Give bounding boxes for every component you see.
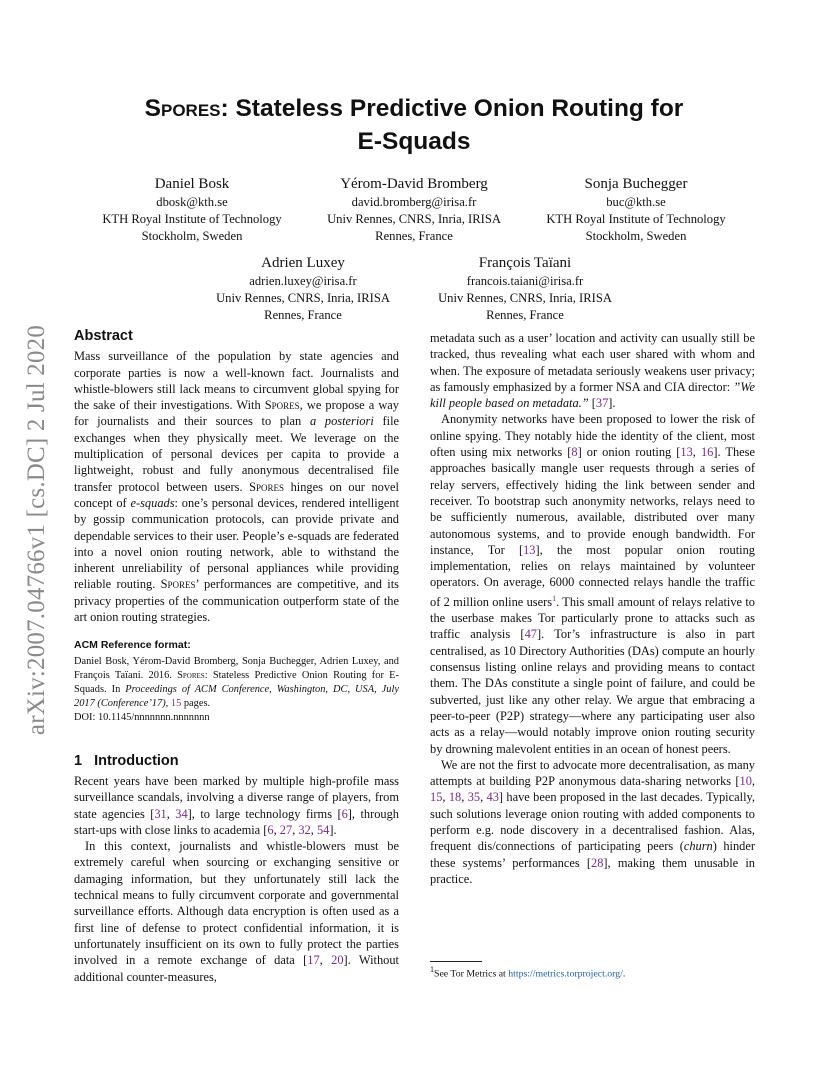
right-column — [430, 330, 755, 887]
author-affiliation: KTH Royal Institute of Technology — [546, 212, 726, 226]
intro-paragraph: In this context, journalists and whistle-blowers must be extremely careful when sourcing or exchanging sensitive or damaging information, but they unfortunately still lack the technical means to fully circumvent corporate and governmental surveillance efforts. Although data encryption is often used as a first line of defense to protect confidential information, it is unfortunately insufficient on its own to fully protect the parties involved in a remote exchange of data [17, 20]. Without additional counter-measures, — [74, 839, 400, 984]
body-paragraph: metadata such as a user’ location and activity can usually still be tracked, thus revealing what each user shared with whom and when. The exposure of metadata seriously weakens user privacy; as famously emphasized by a former NSA and CIA director: ”We kill people based on metadata.” [37]. — [430, 331, 755, 411]
author-affiliation: Univ Rennes, CNRS, Inria, IRISA — [327, 212, 501, 226]
body-paragraph: We are not the first to advocate more decentralisation, as many attempts at building P2P anonymous data-sharing networks [10, 15, 18, 35, 43] have been proposed in the last decades. Typically, such solutions leverage onion routing with added components to perform e.g. node discovery in a decentralised fashion. Alas, frequent dis/connections of participating peers (churn) hinder these systems’ performances [28], making them unusable in practice. — [430, 757, 755, 886]
author-email: david.bromberg@irisa.fr — [351, 195, 477, 209]
footnote-divider — [430, 961, 482, 962]
body-paragraph: Anonymity networks have been proposed to lower the risk of online spying. They notably hide the identity of the client, most often using mix networks [8] or onion routing [13, 16]. These approaches basically mangle user requests through a series of relay servers, effectively hiding the link between sender and receiver. To bootstrap such anonymity networks, relays need to be sufficiently numerous, available, distributed over many autonomous systems, and to provide enough bandwidth. For instance, Tor [13], the most popular onion routing implementation, relies on relays maintained by volunteer operators. On average, 6000 connected relays handle the traffic of 2 million online users$^1$. This small amount of relays relative to the userbase makes Tor particularly prone to attacks such as traffic analysis [47]. Tor’s infrastructure is also in part centralised, as 10 Directory Authorities (DAs) compute an hourly consensus listing online relays and providing means to contact them. The DAs constitute a single point of failure, and could be subverted, just like any other relay. We argue that embracing a peer-to-peer (P2P) strategy—where any participating user also acts as a relay—would notably improve onion routing security by drowning malevolent entities in an ocean of honest peers. — [430, 412, 755, 756]
author-email: francois.taiani@irisa.fr — [466, 274, 584, 288]
footnote-mark[interactable]: 1 — [552, 593, 557, 603]
abstract-heading: Abstract — [74, 328, 133, 344]
footnote: $^1$See Tor Metrics at https://metrics.torproject.org/. — [430, 965, 626, 980]
author-email: buc@kth.se — [606, 195, 666, 209]
author-location: Rennes, France — [486, 308, 564, 322]
author-location: Rennes, France — [375, 229, 453, 243]
author-affiliation: KTH Royal Institute of Technology — [102, 212, 282, 226]
intro-paragraph: Recent years have been marked by multiple high-profile mass surveillance scandals, involving a diverse range of players, from state agencies [31, 34], to large technology firms [6], through start-ups with close links to academia [6, 27, 32, 54]. — [74, 773, 399, 837]
author-block: Daniel Bosk dbosk@kth.se KTH Royal Institute of Technology Stockholm, Sweden — [72, 175, 312, 245]
author-location: Stockholm, Sweden — [585, 229, 687, 243]
author-location: Rennes, France — [264, 308, 342, 322]
author-block: François Taïani francois.taiani@irisa.fr Univ Rennes, CNRS, Inria, IRISA Rennes, France — [405, 254, 645, 324]
author-block: Adrien Luxey adrien.luxey@irisa.fr Univ Rennes, CNRS, Inria, IRISA Rennes, France — [183, 254, 423, 324]
page-count-link[interactable]: 15 — [170, 697, 182, 709]
author-location: Stockholm, Sweden — [141, 229, 243, 243]
acm-reference: ACM Reference format: Daniel Bosk, Yérom-David Bromberg, Sonja Buchegger, Adrien Luxey, and François Taïani. 2016. Spores: Stateless Predictive Onion Routing for E-Squads. In Proceedings of ACM Conference, Washington, DC, USA, July 2017 (Conference’17), 15 pages. DOI: 10.1145/nnnnnnn.nnnnnnn — [74, 639, 399, 723]
section-heading: 1 Introduction — [74, 752, 179, 769]
arxiv-identifier: arXiv:2007.04766v1 [cs.DC] 2 Jul 2020 — [23, 324, 50, 736]
author-affiliation: Univ Rennes, CNRS, Inria, IRISA — [438, 291, 612, 305]
author-email: dbosk@kth.se — [156, 195, 228, 209]
author-email: adrien.luxey@irisa.fr — [249, 274, 357, 288]
author-affiliation: Univ Rennes, CNRS, Inria, IRISA — [216, 291, 390, 305]
author-block: Yérom-David Bromberg david.bromberg@irisa.fr Univ Rennes, CNRS, Inria, IRISA Rennes, France — [294, 175, 534, 245]
author-block: Sonja Buchegger buc@kth.se KTH Royal Institute of Technology Stockholm, Sweden — [516, 175, 756, 245]
abstract-text: Mass surveillance of the population by state agencies and corporate parties is now a well-known fact. Journalists and whistle-blowers still lack means to circumvent global spying for the sake of their investigations. With Spores, we propose a way for journalists and their sources to plan a posteriori file exchanges when they physically meet. We leverage on the multiplication of personal devices per capita to provide a lightweight, robust and fully anonymous decentralised file transfer protocol between users. Spores hinges on our novel concept of e-squads: one’s personal devices, rendered intelligent by gossip communication protocols, can provide private and dependable services to their user. People’s e-squads are federated into a novel onion routing network, able to withstand the inherent unreliability of personal appliances while providing reliable routing. Spores’ performances are competitive, and its privacy properties of the communication outperform state of the art onion routing strategies. — [74, 349, 400, 625]
paper-title: Spores: Stateless Predictive Onion Routing for E-Squads — [144, 95, 684, 155]
left-column — [74, 328, 399, 985]
tor-metrics-link[interactable]: https://metrics.torproject.org/ — [508, 968, 623, 980]
